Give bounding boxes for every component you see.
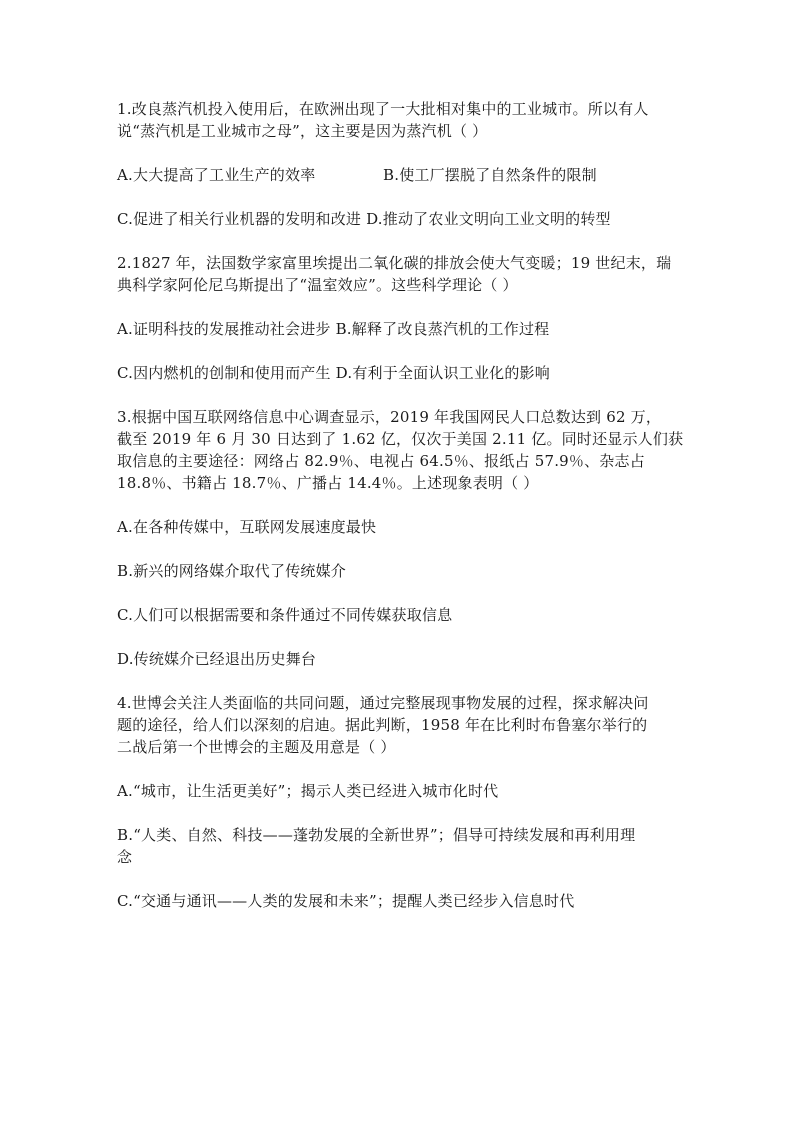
question-3-option-c [117,604,679,626]
question-3-stem-line-2: 截至 2019 年 6 月 30 日达到了 1.62 亿，仅次于美国 2.11 亿。同时还显示人们获 [117,430,684,448]
question-4-option-a [117,780,679,802]
question-2-options-cd [117,362,679,384]
question-3-option-b-text: B.新兴的网络媒介取代了传统媒介 [117,562,346,580]
question-3-stem-line-4: 18.8％、书籍占 18.7％、广播占 14.4％。上述现象表明（ ） [117,474,539,492]
question-1-stem-line-2: 说“蒸汽机是工业城市之母”，这主要是因为蒸汽机（ ） [117,122,488,140]
question-4-option-a-text: A.“城市，让生活更美好”；揭示人类已经进入城市化时代 [117,782,499,800]
question-4-option-c-text: C.“交通与通讯——人类的发展和未来”；提醒人类已经步入信息时代 [117,892,575,910]
question-list [117,98,684,934]
question-1-stem-line-1: 1.改良蒸汽机投入使用后，在欧洲出现了一大批相对集中的工业城市。所以有人 [117,100,649,118]
question-4-option-c [117,890,679,912]
question-1-options-ab [117,164,679,186]
question-1 [117,98,679,142]
question-3-stem-line-1: 3.根据中国互联网络信息中心调查显示，2019 年我国网民人口总数达到 62 万， [117,408,662,426]
question-3-option-a-text: A.在各种传媒中，互联网发展速度最快 [117,518,377,536]
question-1-option-b: B.使工厂摆脱了自然条件的限制 [383,166,597,184]
question-3-option-d-text: D.传统媒介已经退出历史舞台 [117,650,317,668]
question-1-option-a: A.大大提高了工业生产的效率 [117,166,316,184]
question-2-options-ab [117,318,679,340]
question-3-option-c-text: C.人们可以根据需要和条件通过不同传媒获取信息 [117,606,453,624]
question-4-stem-line-3: 二战后第一个世博会的主题及用意是（ ） [117,738,396,756]
question-4 [117,692,679,758]
question-4-stem-line-2: 题的途径，给人们以深刻的启迪。据此判断，1958 年在比利时布鲁塞尔举行的 [117,716,648,734]
question-4-option-b-text: B.“人类、自然、科技——蓬勃发展的全新世界”；倡导可持续发展和再利用理 [117,826,636,844]
question-3-option-b [117,560,679,582]
question-1-option-cd-text: C.促进了相关行业机器的发明和改进 D.推动了农业文明向工业文明的转型 [117,210,611,228]
question-3-option-a [117,516,679,538]
question-4-option-b [117,824,679,868]
question-3-option-d [117,648,679,670]
question-4-option-b-continuation: 念 [117,848,133,866]
question-3 [117,406,684,494]
question-4-stem-line-1: 4.世博会关注人类面临的共同问题，通过完整展现事物发展的过程，探求解决问 [117,694,649,712]
question-2-option-cd-text: C.因内燃机的创制和使用而产生 D.有利于全面认识工业化的影响 [117,364,550,382]
question-2-stem-line-2: 典科学家阿伦尼乌斯提出了“温室效应”。这些科学理论（ ） [117,276,518,294]
question-1-options-cd [117,208,679,230]
question-3-stem-line-3: 取信息的主要途径：网络占 82.9％、电视占 64.5％、报纸占 57.9％、杂志占 [117,452,645,470]
question-2-stem-line-1: 2.1827 年，法国数学家富里埃提出二氧化碳的排放会使大气变暖；19 世纪末，瑞 [117,254,672,272]
question-2-option-ab-text: A.证明科技的发展推动社会进步 B.解释了改良蒸汽机的工作过程 [117,320,550,338]
question-2 [117,252,679,296]
